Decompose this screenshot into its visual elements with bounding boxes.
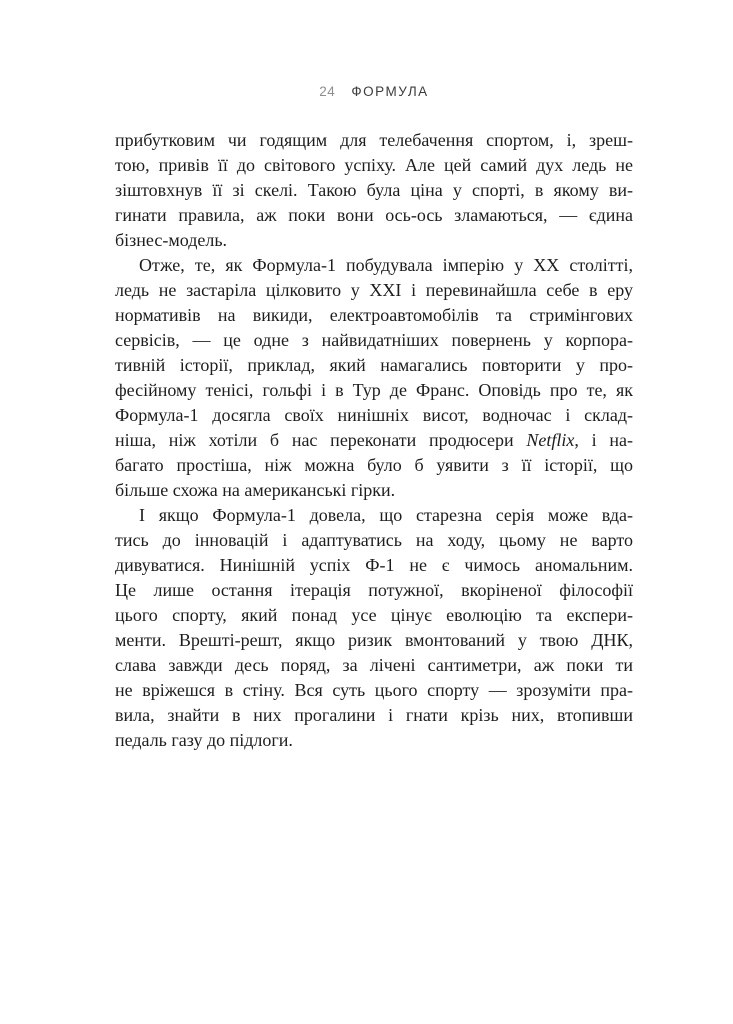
text-line: тою, привів її до світового успіху. Але цей самий дух ледь не	[115, 155, 633, 175]
page-number: 24	[319, 84, 336, 99]
paragraph	[115, 503, 633, 753]
text-line: бізнес-модель.	[115, 230, 228, 250]
paragraph	[115, 253, 633, 503]
page-header	[115, 84, 633, 99]
text-line: ніша, ніж хотіли б нас переконати продюсери Netflix, і на-	[115, 430, 633, 450]
text-line: слава завжди десь поряд, за лічені сантиметри, аж поки ти	[115, 655, 633, 675]
text-line: тись до інновацій і адаптуватись на ходу, цьому не варто	[115, 530, 633, 550]
running-title: ФОРМУЛА	[351, 84, 429, 99]
text-line: гинати правила, аж поки вони ось-ось зламаються, — єдина	[115, 205, 633, 225]
text-line: фесійному тенісі, гольфі і в Тур де Франс. Оповідь про те, як	[115, 380, 633, 400]
text-line: дивуватися. Нинішній успіх Ф-1 не є чимось аномальним.	[115, 555, 633, 575]
text-line: не вріжешся в стіну. Вся суть цього спорту — зрозуміти пра-	[115, 680, 633, 700]
text-line: цього спорту, який понад усе цінує еволюцію та експери-	[115, 605, 633, 625]
text-line: Це лише остання ітерація потужної, вкоріненої філософії	[115, 580, 633, 600]
text-line: сервісів, — це одне з найвидатніших повернень у корпора-	[115, 330, 633, 350]
text-line: Отже, те, як Формула-1 побудувала імперію у XX столітті,	[139, 255, 633, 275]
text-line: зіштовхнув її зі скелі. Такою була ціна у спорті, в якому ви-	[115, 180, 633, 200]
text-line: нормативів на викиди, електроавтомобілів та стримінгових	[115, 305, 633, 325]
text-line: ледь не застаріла цілковито у XXI і перевинайшла себе в еру	[115, 280, 633, 300]
text-line: педаль газу до підлоги.	[115, 730, 293, 750]
text-line: більше схожа на американські гірки.	[115, 480, 396, 500]
paragraph	[115, 128, 633, 253]
page-body	[115, 128, 633, 753]
text-line: менти. Врешті-решт, якщо ризик вмонтований у твою ДНК,	[115, 630, 633, 650]
text-line: тивній історії, приклад, який намагались повторити у про-	[115, 355, 633, 375]
text-line: І якщо Формула-1 довела, що старезна серія може вда-	[139, 505, 633, 525]
text-line: багато простіша, ніж можна було б уявити з її історії, що	[115, 455, 633, 475]
text-line: прибутковим чи годящим для телебачення спортом, і, зреш-	[115, 130, 633, 150]
text-line: вила, знайти в них прогалини і гнати крізь них, втопивши	[115, 705, 633, 725]
text-line: Формула-1 досягла своїх нинішніх висот, водночас і склад-	[115, 405, 633, 425]
